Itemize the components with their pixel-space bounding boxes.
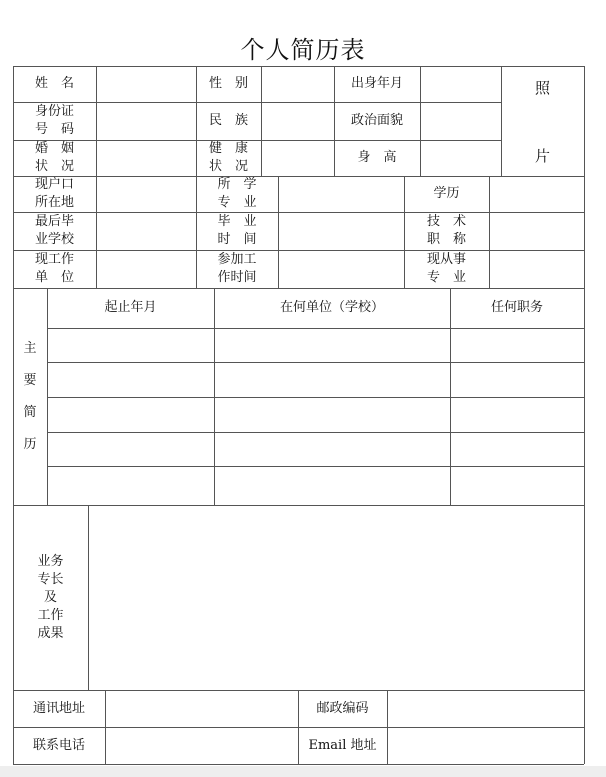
label-birth: 出身年月 bbox=[350, 76, 403, 91]
label-height: 身 高 bbox=[357, 150, 397, 165]
grid-line bbox=[96, 176, 97, 288]
label-id-card: 身份证 号 码 bbox=[34, 104, 74, 137]
grid-line bbox=[13, 250, 584, 251]
label-email: Email 地址 bbox=[308, 737, 377, 753]
resume-header-period: 起止年月 bbox=[104, 300, 157, 315]
label-gender: 性 别 bbox=[208, 76, 248, 91]
grid-line bbox=[13, 505, 584, 506]
grid-line bbox=[489, 176, 490, 288]
grid-line bbox=[420, 66, 421, 176]
grid-line bbox=[96, 66, 97, 176]
label-marital-status: 婚 姻 状 况 bbox=[34, 141, 74, 174]
label-work-unit: 现工作 单 位 bbox=[34, 252, 74, 285]
grid-line bbox=[88, 505, 89, 690]
photo-label-bottom: 片 bbox=[534, 147, 550, 165]
grid-line bbox=[13, 212, 584, 213]
grid-line bbox=[47, 328, 584, 329]
grid-line bbox=[105, 690, 106, 764]
grid-line bbox=[387, 690, 388, 764]
label-phone: 联系电话 bbox=[32, 737, 85, 753]
resume-header-position: 任何职务 bbox=[490, 300, 543, 315]
grid-line bbox=[47, 432, 584, 433]
label-graduation-time: 毕 业 时 间 bbox=[217, 214, 257, 247]
label-work-start-time: 参加工 作时间 bbox=[217, 252, 257, 285]
label-education: 学历 bbox=[433, 186, 460, 201]
label-major: 所 学 专 业 bbox=[217, 177, 257, 210]
label-hukou: 现户口 所在地 bbox=[34, 177, 74, 210]
label-political-status: 政治面貌 bbox=[350, 113, 403, 128]
grid-line bbox=[13, 66, 584, 67]
label-ethnicity: 民 族 bbox=[208, 113, 248, 128]
grid-line bbox=[13, 176, 584, 177]
label-health: 健 康 状 况 bbox=[208, 141, 248, 174]
label-postcode: 邮政编码 bbox=[316, 700, 369, 716]
label-address: 通讯地址 bbox=[32, 700, 85, 716]
grid-line bbox=[261, 66, 262, 176]
grid-line bbox=[584, 66, 585, 764]
grid-line bbox=[47, 397, 584, 398]
label-professional-title: 技 术 职 称 bbox=[426, 214, 466, 247]
grid-line bbox=[278, 176, 279, 288]
page-title: 个人简历表 bbox=[240, 36, 366, 64]
grid-line bbox=[13, 764, 584, 765]
photo-label-top: 照 bbox=[534, 79, 550, 97]
grid-line bbox=[47, 466, 584, 467]
label-graduated-school: 最后毕 业学校 bbox=[34, 214, 74, 247]
grid-line bbox=[47, 362, 584, 363]
label-expertise: 业务 专长 及 工作 成果 bbox=[37, 553, 64, 641]
resume-section-label: 主 要 简 历 bbox=[23, 340, 37, 452]
page-footer-strip bbox=[0, 766, 606, 777]
label-current-profession: 现从事 专 业 bbox=[426, 252, 466, 285]
resume-header-unit: 在何单位（学校） bbox=[279, 300, 384, 315]
label-name: 姓 名 bbox=[34, 76, 74, 91]
